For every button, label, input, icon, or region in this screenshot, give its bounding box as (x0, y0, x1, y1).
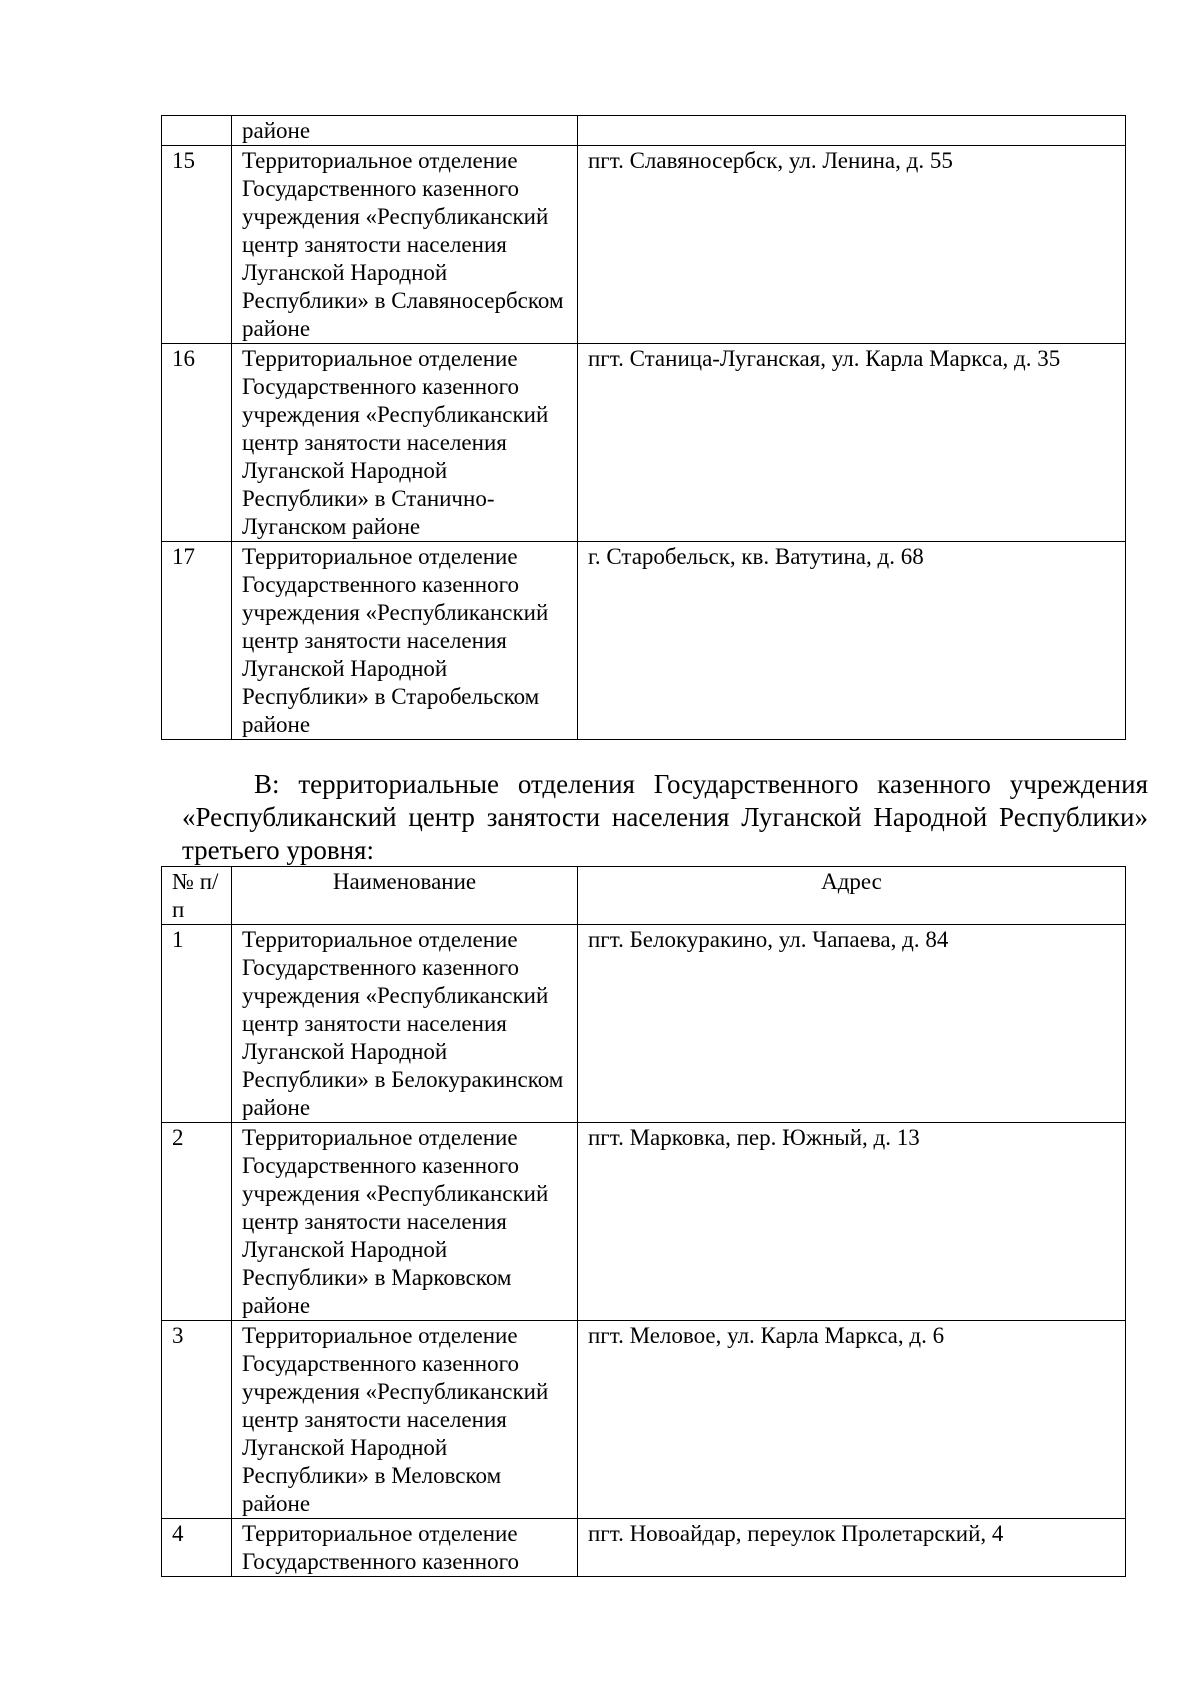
office-name: Территориальное отделение Государственного казенного учреждения «Республиканский центр занятости населения Луганской Народной Республики» в Старобельском районе (232, 542, 578, 740)
office-address: пгт. Новоайдар, переулок Пролетарский, 4 (578, 1519, 1126, 1577)
office-address: пгт. Меловое, ул. Карла Маркса, д. 6 (578, 1321, 1126, 1519)
header-address: Адрес (578, 867, 1126, 925)
office-name: Территориальное отделение Государственного казенного учреждения «Республиканский центр занятости населения Луганской Народной Республики» в Меловском районе (232, 1321, 578, 1519)
row-number: 17 (162, 542, 232, 740)
office-address: пгт. Белокуракино, ул. Чапаева, д. 84 (578, 925, 1126, 1123)
office-address (578, 116, 1126, 146)
office-address: г. Старобельск, кв. Ватутина, д. 68 (578, 542, 1126, 740)
office-address: пгт. Славяносербск, ул. Ленина, д. 55 (578, 146, 1126, 344)
header-name: Наименование (232, 867, 578, 925)
office-name: Территориальное отделение Государственного казенного учреждения «Республиканский центр занятости населения Луганской Народной Республики» в Станично-Луганском районе (232, 344, 578, 542)
office-name: Территориальное отделение Государственного казенного (232, 1519, 578, 1577)
row-number (162, 116, 232, 146)
office-address: пгт. Станица-Луганская, ул. Карла Маркса, д. 35 (578, 344, 1126, 542)
row-number: 3 (162, 1321, 232, 1519)
row-number: 16 (162, 344, 232, 542)
table-row (162, 116, 1126, 146)
section-b-heading: В: территориальные отделения Государственного казенного учреждения «Республиканский центр занятости населения Луганской Народной Республики» третьего уровня: (182, 769, 1148, 865)
table-header-row (162, 867, 1126, 925)
office-name: Территориальное отделение Государственного казенного учреждения «Республиканский центр занятости населения Луганской Народной Республики» в Белокуракинском районе (232, 925, 578, 1123)
office-name: районе (232, 116, 578, 146)
table-row (162, 344, 1126, 542)
offices-table-continued (161, 115, 1126, 740)
header-number: № п/п (162, 867, 232, 925)
office-address: пгт. Марковка, пер. Южный, д. 13 (578, 1123, 1126, 1321)
row-number: 1 (162, 925, 232, 1123)
table-row (162, 146, 1126, 344)
office-name: Территориальное отделение Государственного казенного учреждения «Республиканский центр занятости населения Луганской Народной Республики» в Славяносербском районе (232, 146, 578, 344)
table-row (162, 1519, 1126, 1577)
table-row (162, 1321, 1126, 1519)
table-row (162, 542, 1126, 740)
row-number: 4 (162, 1519, 232, 1577)
third-level-offices-table (161, 866, 1126, 1577)
table-row (162, 925, 1126, 1123)
row-number: 2 (162, 1123, 232, 1321)
office-name: Территориальное отделение Государственного казенного учреждения «Республиканский центр занятости населения Луганской Народной Республики» в Марковском районе (232, 1123, 578, 1321)
row-number: 15 (162, 146, 232, 344)
table-row (162, 1123, 1126, 1321)
